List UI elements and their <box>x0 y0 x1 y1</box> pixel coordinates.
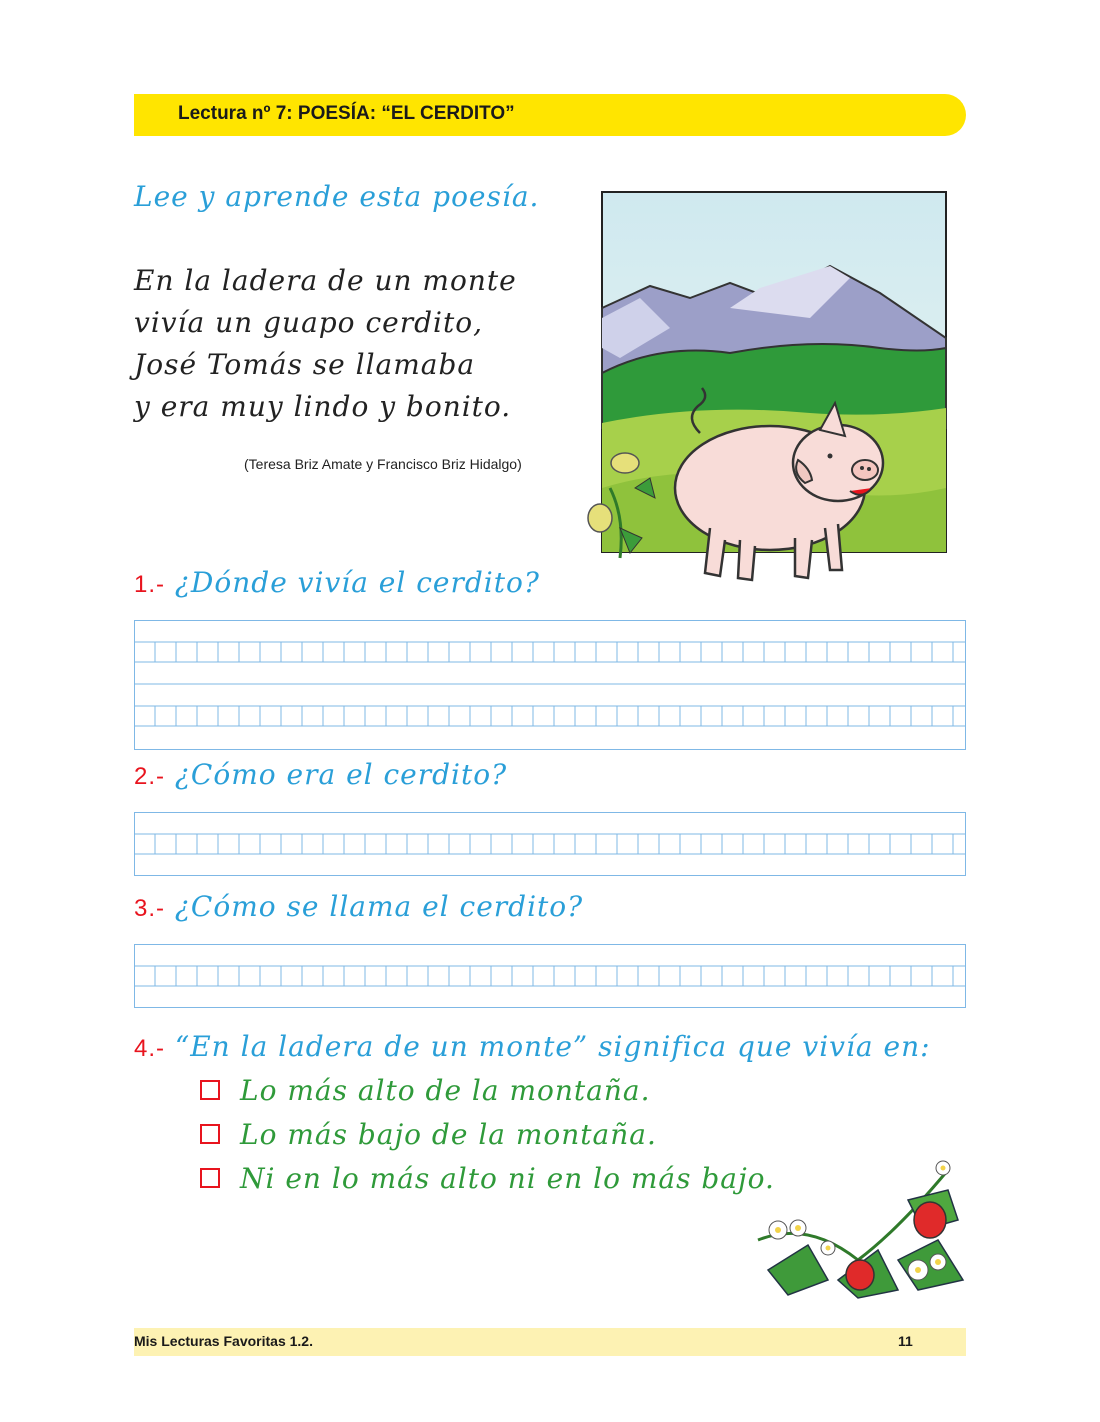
footer <box>134 1328 966 1356</box>
page-number: 11 <box>898 1333 913 1349</box>
option-label: Lo más bajo de la montaña. <box>240 1117 657 1151</box>
poem-line: vivía un guapo cerdito, <box>134 306 483 339</box>
answer-lines-1[interactable] <box>134 620 966 750</box>
answer-lines-2[interactable] <box>134 812 966 876</box>
question-number: 4.- <box>134 1035 166 1062</box>
checkbox[interactable] <box>200 1080 220 1100</box>
pig-mountain-illustration <box>580 188 950 588</box>
question-text: “En la ladera de un monte” significa que vivía en: <box>174 1030 931 1063</box>
poem-line: En la ladera de un monte <box>134 264 517 297</box>
title-banner <box>134 94 966 136</box>
question-number: 3.- <box>134 895 166 922</box>
page-title: Lectura nº 7: POESÍA: “EL CERDITO” <box>178 103 515 124</box>
checkbox[interactable] <box>200 1168 220 1188</box>
question-number: 1.- <box>134 571 166 598</box>
question-text: ¿Cómo era el cerdito? <box>174 758 508 791</box>
answer-lines-3[interactable] <box>134 944 966 1008</box>
question-2 <box>134 758 507 791</box>
option-3[interactable] <box>200 1156 775 1200</box>
option-label: Ni en lo más alto ni en lo más bajo. <box>240 1161 775 1195</box>
poem-author: (Teresa Briz Amate y Francisco Briz Hidalgo) <box>244 456 522 472</box>
option-1[interactable] <box>200 1068 775 1112</box>
answer-options <box>200 1068 775 1200</box>
poem-line: y era muy lindo y bonito. <box>134 390 512 423</box>
question-4 <box>134 1030 931 1063</box>
option-2[interactable] <box>200 1112 775 1156</box>
instruction-text: Lee y aprende esta poesía. <box>134 180 540 213</box>
book-title: Mis Lecturas Favoritas 1.2. <box>134 1333 313 1349</box>
question-text: ¿Dónde vivía el cerdito? <box>174 566 540 599</box>
option-label: Lo más alto de la montaña. <box>240 1073 651 1107</box>
strawberry-plant-icon <box>748 1150 970 1300</box>
question-text: ¿Cómo se llama el cerdito? <box>174 890 584 923</box>
question-1 <box>134 566 540 599</box>
checkbox[interactable] <box>200 1124 220 1144</box>
poem <box>134 260 517 428</box>
question-3 <box>134 890 583 923</box>
poem-line: José Tomás se llamaba <box>134 348 476 381</box>
question-number: 2.- <box>134 763 166 790</box>
